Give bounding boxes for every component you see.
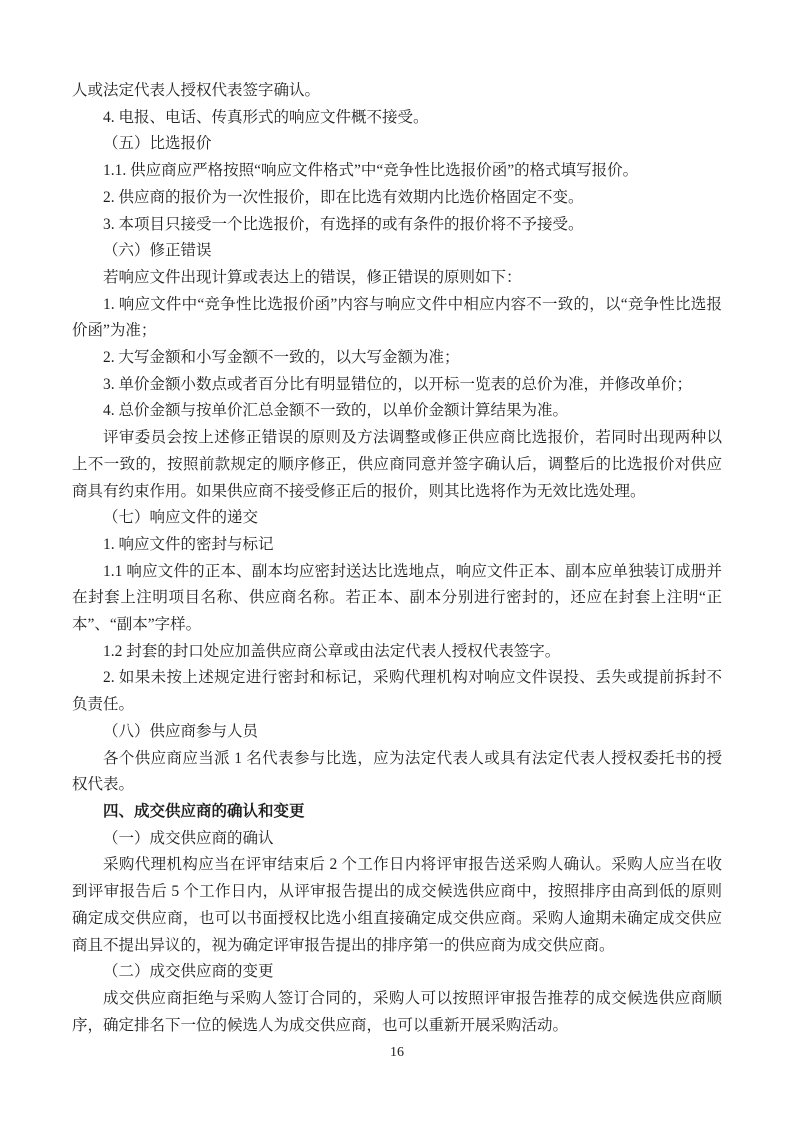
- body-paragraph: 1.1. 供应商应严格按照“响应文件格式”中“竞争性比选报价函”的格式填写报价。: [103, 162, 639, 180]
- body-paragraph: 3. 单价金额小数点或者百分比有明显错位的，以开标一览表的总价为准，并修改单价；: [103, 375, 693, 393]
- body-paragraph: 3. 本项目只接受一个比选报价，有选择的或有条件的报价将不予接受。: [103, 215, 584, 233]
- body-paragraph: 1. 响应文件的密封与标记: [103, 535, 274, 553]
- body-paragraph: 4. 总价金额与按单价汇总金额不一致的，以单价金额计算结果为准。: [103, 402, 569, 420]
- body-paragraph: 若响应文件出现计算或表达上的错误，修正错误的原则如下：: [103, 268, 522, 286]
- body-paragraph: 各个供应商应当派 1 名代表参与比选，应为法定代表人或具有法定代表人授权委托书的授权代表。: [72, 749, 722, 794]
- body-paragraph: 1.2 封套的封口处应加盖供应商公章或由法定代表人授权代表签字。: [103, 642, 561, 660]
- body-paragraph: 2. 大写金额和小写金额不一致的，以大写金额为准；: [103, 349, 460, 367]
- subsection-heading-2: （二）成交供应商的变更: [103, 963, 274, 981]
- body-paragraph: 成交供应商拒绝与采购人签订合同的，采购人可以按照评审报告推荐的成交候选供应商顺序，确定排名下一位的候选人为成交供应商，也可以重新开展采购活动。: [72, 989, 722, 1034]
- body-paragraph: 采购代理机构应当在评审结束后 2 个工作日内将评审报告送采购人确认。采购人应当在收到评审报告后 5 个工作日内，从评审报告提出的成交候选供应商中，按照排序由高到低的原则确定成交供应商，也可以书面授权比选小组直接确定成交供应商。采购人逾期未确定成交供应商且不提出异议的，视为确定评审报告提出的排序第一的供应商为成交供应商。: [72, 856, 722, 954]
- body-paragraph: 1.1 响应文件的正本、副本均应密封送达比选地点，响应文件正本、副本应单独装订成册并在封套上注明项目名称、供应商名称。若正本、副本分别进行密封的，还应在封套上注明“正本”、“副本”字样。: [72, 562, 722, 634]
- paragraph-continuation: 人或法定代表人授权代表签字确认。: [72, 82, 321, 99]
- subsection-heading-7: （七）响应文件的递交: [103, 509, 259, 527]
- body-paragraph: 1. 响应文件中“竞争性比选报价函”内容与响应文件中相应内容不一致的，以“竞争性比选报价函”为准；: [72, 295, 722, 340]
- subsection-heading-1: （一）成交供应商的确认: [103, 829, 274, 847]
- subsection-heading-8: （八）供应商参与人员: [103, 722, 259, 740]
- section-heading-4: 四、成交供应商的确认和变更: [103, 802, 305, 820]
- body-paragraph: 2. 如果未按上述规定进行密封和标记，采购代理机构对响应文件误投、丢失或提前拆封不负责任。: [72, 669, 722, 714]
- document-body: [72, 78, 722, 1039]
- page-number: 16: [390, 1045, 404, 1060]
- body-paragraph: 评审委员会按上述修正错误的原则及方法调整或修正供应商比选报价，若同时出现两种以上不一致的，按照前款规定的顺序修正，供应商同意并签字确认后，调整后的比选报价对供应商具有约束作用。如果供应商不接受修正后的报价，则其比选将作为无效比选处理。: [72, 429, 722, 500]
- body-paragraph: 4. 电报、电话、传真形式的响应文件概不接受。: [103, 108, 429, 126]
- body-paragraph: 2. 供应商的报价为一次性报价，即在比选有效期内比选价格固定不变。: [103, 188, 584, 206]
- subsection-heading-6: （六）修正错误: [103, 242, 212, 260]
- subsection-heading-5: （五）比选报价: [103, 135, 212, 153]
